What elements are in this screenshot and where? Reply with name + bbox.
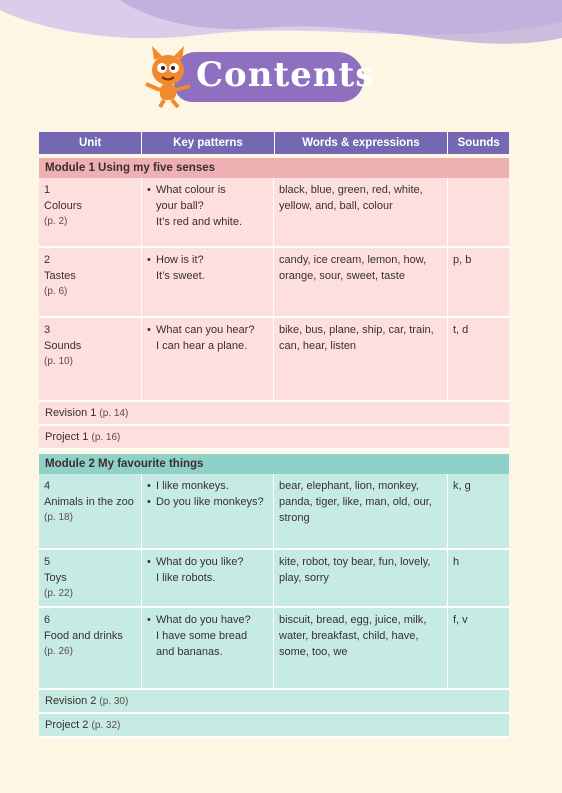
table-row xyxy=(39,248,509,318)
table-header xyxy=(39,132,509,154)
words-cell: black, blue, green, red, white, yellow, and, ball, colour xyxy=(274,178,448,248)
header-unit: Unit xyxy=(39,132,142,154)
page-title: Contents xyxy=(196,55,376,95)
patterns-cell: • What do you like? I like robots. xyxy=(142,550,274,608)
unit-cell: 6 Food and drinks (p. 26) xyxy=(39,608,142,690)
header-key-patterns: Key patterns xyxy=(142,132,274,154)
table-row xyxy=(39,550,509,608)
module-2-title: Module 2 My favourite things xyxy=(39,454,509,474)
sounds-cell: t, d xyxy=(448,318,509,402)
unit-cell: 1 Colours (p. 2) xyxy=(39,178,142,248)
words-cell: bike, bus, plane, ship, car, train, can, hear, listen xyxy=(274,318,448,402)
unit-cell: 3 Sounds (p. 10) xyxy=(39,318,142,402)
revision-1-row: Revision 1 (p. 14) xyxy=(39,402,509,426)
table-row xyxy=(39,318,509,402)
patterns-cell: • How is it? It’s sweet. xyxy=(142,248,274,318)
words-cell: kite, robot, toy bear, fun, lovely, play, sorry xyxy=(274,550,448,608)
table-row xyxy=(39,474,509,550)
contents-table xyxy=(39,132,509,738)
patterns-cell: • What colour is your ball? It’s red and white. xyxy=(142,178,274,248)
module-1-title: Module 1 Using my five senses xyxy=(39,158,509,178)
unit-cell: 5 Toys (p. 22) xyxy=(39,550,142,608)
sounds-cell: h xyxy=(448,550,509,608)
patterns-cell: • What can you hear? I can hear a plane. xyxy=(142,318,274,402)
sounds-cell: k, g xyxy=(448,474,509,550)
header-sounds: Sounds xyxy=(457,137,500,149)
sounds-cell: p, b xyxy=(448,248,509,318)
words-cell: bear, elephant, lion, monkey, panda, tiger, like, man, old, our, strong xyxy=(274,474,448,550)
table-row xyxy=(39,178,509,248)
unit-cell: 4 Animals in the zoo (p. 18) xyxy=(39,474,142,550)
header-words: Words & expressions xyxy=(275,132,449,154)
patterns-cell: • What do you have? I have some bread and bananas. xyxy=(142,608,274,690)
patterns-cell: • I like monkeys. • Do you like monkeys? xyxy=(142,474,274,550)
words-cell: candy, ice cream, lemon, how, orange, sour, sweet, taste xyxy=(274,248,448,318)
unit-cell: 2 Tastes (p. 6) xyxy=(39,248,142,318)
table-row xyxy=(39,608,509,690)
sounds-cell: f, v xyxy=(448,608,509,690)
project-2-row: Project 2 (p. 32) xyxy=(39,714,509,738)
sounds-cell xyxy=(448,178,509,248)
revision-2-row: Revision 2 (p. 30) xyxy=(39,690,509,714)
cat-mascot-icon xyxy=(138,44,198,108)
project-1-row: Project 1 (p. 16) xyxy=(39,426,509,450)
words-cell: biscuit, bread, egg, juice, milk, water, breakfast, child, have, some, too, we xyxy=(274,608,448,690)
